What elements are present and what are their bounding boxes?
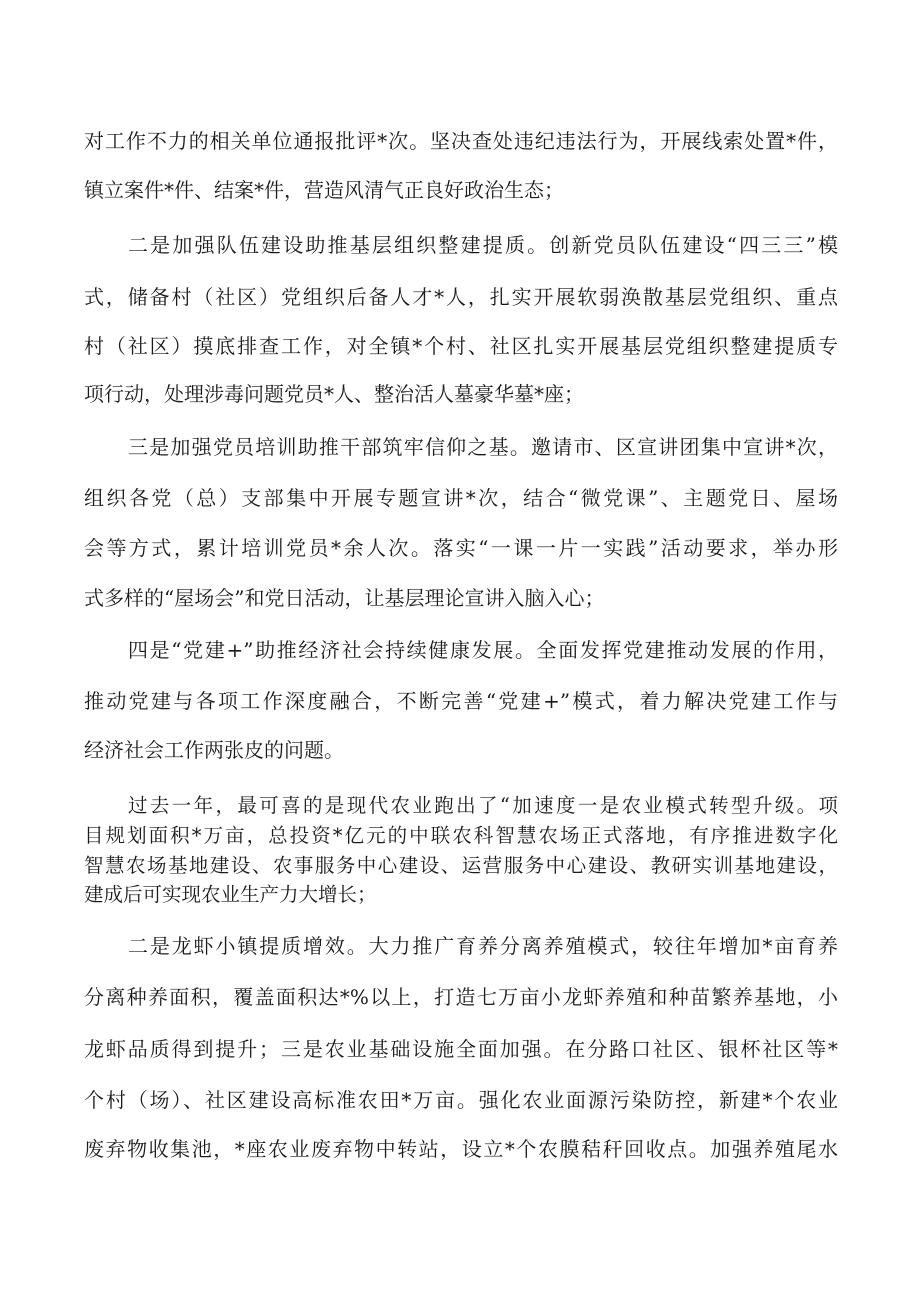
text-line: 项行动，处理涉毒问题党员*人、整治活人墓豪华墓*座； [84, 382, 584, 406]
text-line: 智慧农场基地建设、农事服务中心建设、运营服务中心建设、教研实训基地建设， [84, 854, 838, 877]
text-line: 龙虾品质得到提升；三是农业基础设施全面加强。在分路口社区、银杯社区等* [84, 1037, 838, 1061]
text-line: 二是加强队伍建设助推基层组织整建提质。创新党员队伍建设“四三三”模 [128, 233, 838, 257]
text-line: 建成后可实现农业生产力大增长； [84, 883, 377, 906]
text-line: 分离种养面积，覆盖面积达*%以上，打造七万亩小龙虾养殖和种苗繁养基地，小 [84, 985, 838, 1009]
text-line: 废弃物收集池，*座农业废弃物中转站，设立*个农膜秸秆回收点。加强养殖尾水 [84, 1137, 838, 1161]
text-line: 组织各党（总）支部集中开展专题宣讲*次，结合“微党课”、主题党日、屋场 [84, 486, 838, 510]
text-line: 二是龙虾小镇提质增效。大力推广育养分离养殖模式，较往年增加*亩育养 [128, 934, 838, 958]
text-line: 目规划面积*万亩，总投资*亿元的中联农科智慧农场正式落地，有序推进数字化 [84, 824, 838, 847]
text-line: 经济社会工作两张皮的问题。 [84, 738, 344, 762]
text-line: 式多样的“屋场会”和党日活动，让基层理论宣讲入脑入心； [84, 586, 605, 610]
text-line: 个村（场）、社区建设高标准农田*万亩。强化农业面源污染防控，新建*个农业 [84, 1088, 838, 1112]
text-line: 四是“党建+”助推经济社会持续健康发展。全面发挥党建推动发展的作用， [128, 638, 838, 662]
text-line: 对工作不力的相关单位通报批评*次。坚决查处违纪违法行为，开展线索处置*件， [84, 129, 838, 153]
text-line: 三是加强党员培训助推干部筑牢信仰之基。邀请市、区宣讲团集中宣讲*次， [128, 435, 838, 459]
text-line: 会等方式，累计培训党员*余人次。落实“一课一片一实践”活动要求，举办形 [84, 536, 838, 560]
text-line: 村（社区）摸底排查工作，对全镇*个村、社区扎实开展基层党组织整建提质专 [84, 334, 838, 358]
text-line: 式，储备村（社区）党组织后备人才*人，扎实开展软弱涣散基层党组织、重点 [84, 285, 838, 309]
text-line: 过去一年，最可喜的是现代农业跑出了“加速度一是农业模式转型升级。项 [128, 794, 838, 817]
text-line: 镇立案件*件、结案*件，营造风清气正良好政治生态； [84, 178, 564, 202]
text-line: 推动党建与各项工作深度融合，不断完善“党建+”模式，着力解决党建工作与 [84, 689, 838, 713]
